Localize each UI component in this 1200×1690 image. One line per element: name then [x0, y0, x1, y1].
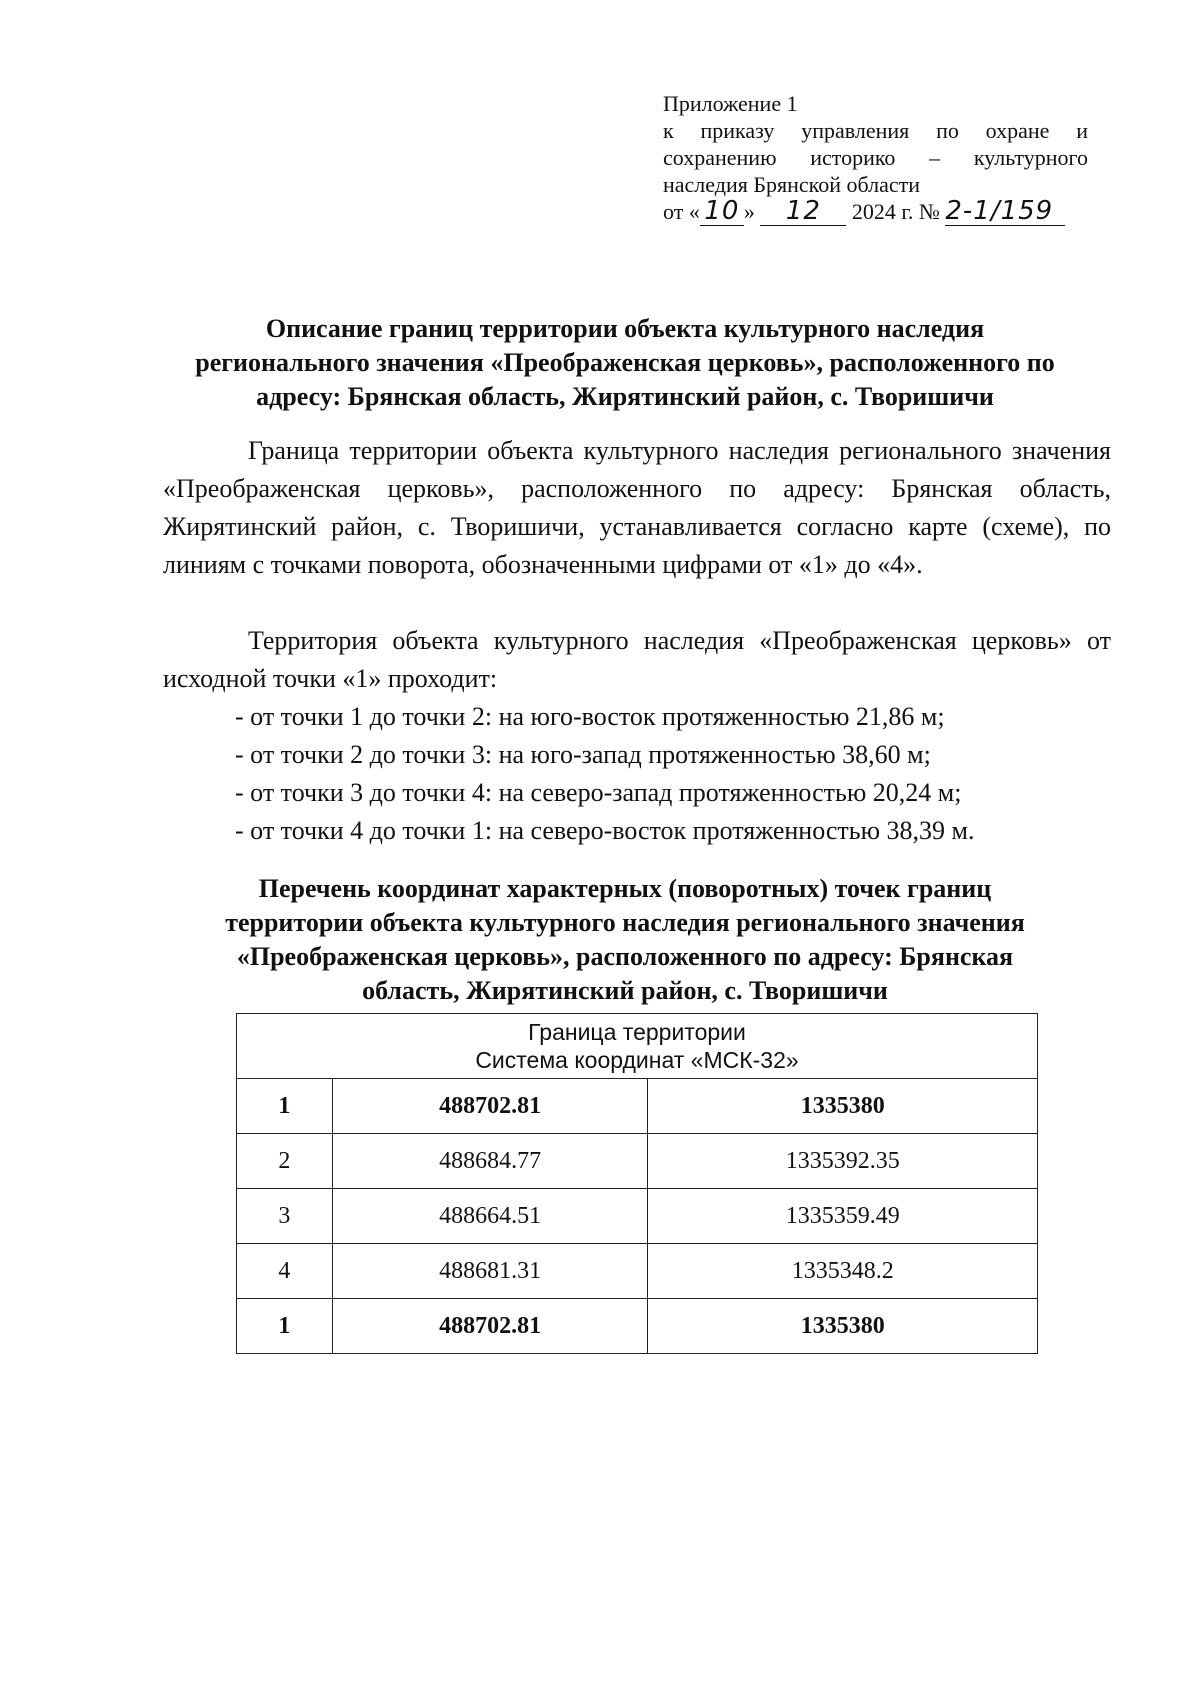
table-row: [237, 1299, 1038, 1354]
table-row: [237, 1244, 1038, 1299]
x-coordinate-cell: 488702.81: [332, 1079, 648, 1134]
table-row: [237, 1079, 1038, 1134]
x-coordinate-cell: 488681.31: [332, 1244, 648, 1299]
date-mid: »: [743, 199, 755, 224]
y-coordinate-cell: 1335380: [648, 1079, 1038, 1134]
appendix-order-line: к приказу управления по охране и: [663, 118, 1088, 143]
y-coordinate-cell: 1335380: [648, 1299, 1038, 1354]
point-number-cell: 1: [237, 1079, 333, 1134]
order-number: 2-1/159: [945, 198, 1065, 226]
title-line: «Преображенская церковь», расположенного по адресу: Брянская: [236, 942, 1014, 971]
appendix-order-line: сохранению историко – культурного: [663, 145, 1088, 170]
order-year: 2024 г. №: [851, 199, 940, 224]
segment-item: - от точки 3 до точки 4: на северо-запад протяженностью 20,24 м;: [235, 778, 962, 807]
point-number-cell: 2: [237, 1134, 333, 1189]
table-header-line: Граница территории: [528, 1019, 746, 1045]
segment-item: - от точки 2 до точки 3: на юго-запад протяженностью 38,60 м;: [235, 740, 931, 769]
title-line: Перечень координат характерных (поворотных) точек границ: [258, 874, 992, 903]
x-coordinate-cell: 488702.81: [332, 1299, 648, 1354]
point-number-cell: 3: [237, 1189, 333, 1244]
appendix-title: Приложение 1: [663, 91, 798, 116]
y-coordinate-cell: 1335348.2: [648, 1244, 1038, 1299]
description-title: [150, 312, 1100, 414]
segment-item: - от точки 1 до точки 2: на юго-восток протяженностью 21,86 м;: [235, 702, 945, 731]
table-header-row: [237, 1014, 1038, 1079]
coordinates-title: [150, 872, 1100, 1008]
coordinates-table: [236, 1013, 1038, 1354]
y-coordinate-cell: 1335392.35: [648, 1134, 1038, 1189]
table-header: [237, 1014, 1038, 1079]
title-line: область, Жирятинский район, с. Творишичи: [362, 976, 888, 1005]
order-day: 10: [700, 198, 744, 226]
segment-list: [235, 698, 975, 850]
segment-item: - от точки 4 до точки 1: на северо-восток протяженностью 38,39 м.: [235, 816, 975, 845]
title-line: Описание границ территории объекта культурного наследия: [265, 314, 985, 343]
x-coordinate-cell: 488684.77: [332, 1134, 648, 1189]
order-date-line: [663, 198, 1088, 226]
point-number-cell: 1: [237, 1299, 333, 1354]
table-row: [237, 1189, 1038, 1244]
title-line: адресу: Брянская область, Жирятинский район, с. Творишичи: [256, 382, 994, 411]
order-month: 12: [760, 198, 846, 226]
title-line: регионального значения «Преображенская церковь», расположенного по: [195, 348, 1055, 377]
table-row: [237, 1134, 1038, 1189]
x-coordinate-cell: 488664.51: [332, 1189, 648, 1244]
boundary-paragraph: Граница территории объекта культурного наследия регионального значения «Преображенская церковь», расположенного по адресу: Брянская область, Жирятинский район, с. Творишичи, устанавливается согласно карте (схеме), по линиям с точками поворота, обозначенными цифрами от «1» до «4».: [163, 436, 1111, 579]
appendix-header: [663, 90, 1088, 226]
table-header-line: Система координат «МСК-32»: [475, 1047, 799, 1073]
appendix-order-line: наследия Брянской области: [663, 172, 921, 197]
title-line: территории объекта культурного наследия регионального значения: [225, 908, 1025, 937]
date-prefix: от «: [663, 199, 700, 224]
territory-paragraph: Территория объекта культурного наследия «Преображенская церковь» от исходной точки «1» проходит:: [163, 626, 1111, 693]
y-coordinate-cell: 1335359.49: [648, 1189, 1038, 1244]
point-number-cell: 4: [237, 1244, 333, 1299]
